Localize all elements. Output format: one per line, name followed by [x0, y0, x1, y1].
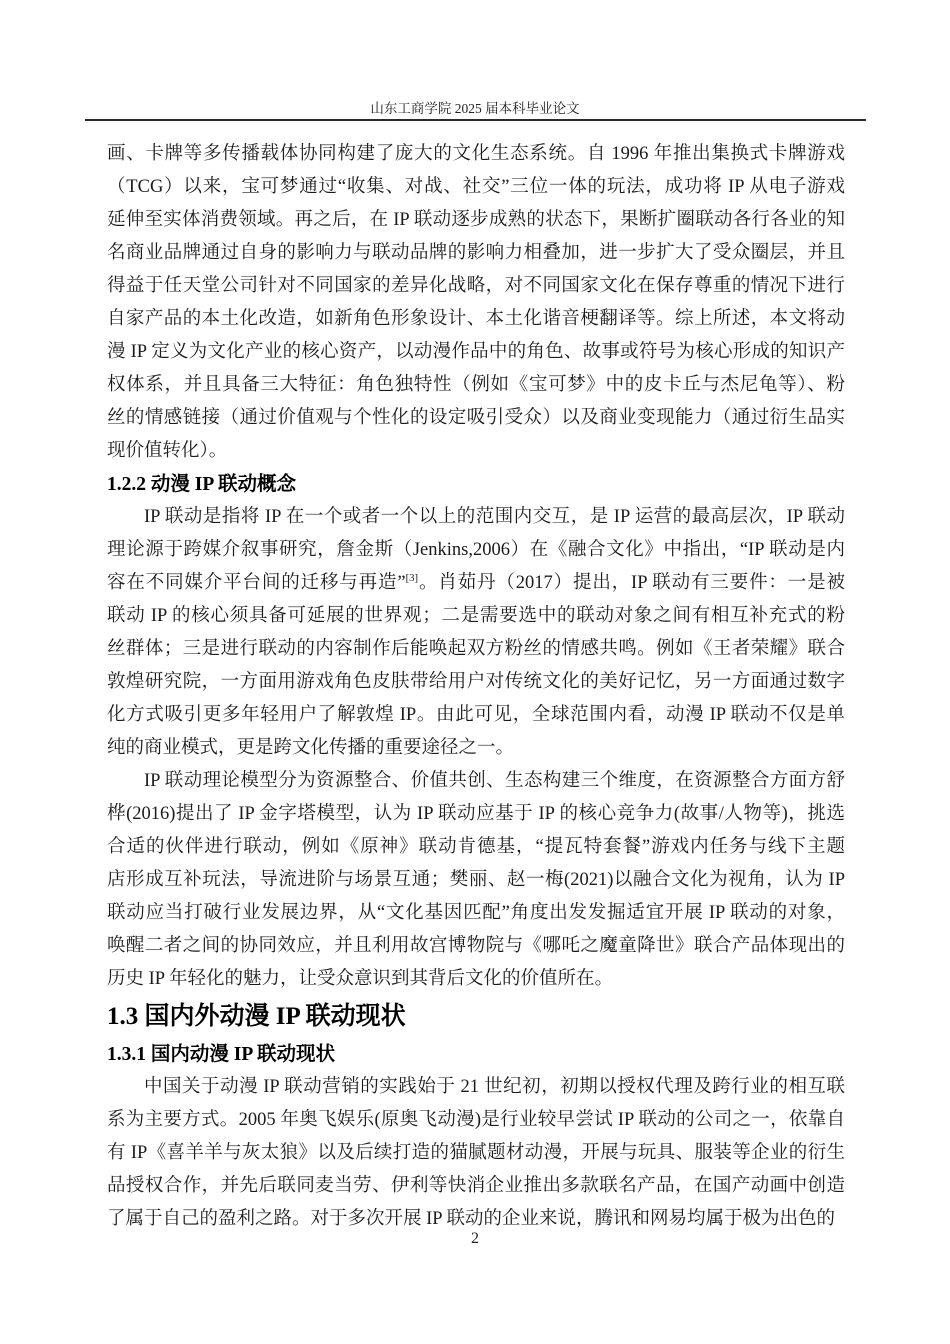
text-line: 有 IP《喜羊羊与灰太狼》以及后续打造的猫腻题材动漫，开展与玩具、服装等企业的衍生	[107, 1143, 845, 1163]
paragraph	[107, 501, 845, 765]
text-line: IP 联动理论模型分为资源整合、价值共创、生态构建三个维度，在资源整合方面方舒	[144, 771, 845, 791]
text-line: 延伸至实体消费领域。再之后，在 IP 联动逐步成熟的状态下，果断扩圈联动各行各业的知	[107, 210, 845, 230]
text-line: 合适的伙伴进行联动，例如《原神》联动肯德基，“提瓦特套餐”游戏内任务与线下主题	[107, 837, 845, 857]
document-body	[107, 138, 845, 1236]
text-line: 中国关于动漫 IP 联动营销的实践始于 21 世纪初，初期以授权代理及跨行业的相互联	[144, 1077, 845, 1097]
text-line: 联动应当打破行业发展边界，从“文化基因匹配”角度出发发掘适宜开展 IP 联动的对象，	[107, 903, 845, 923]
subsection-heading: 1.2.2 动漫 IP 联动概念	[107, 474, 297, 495]
text-line: 纯的商业模式，更是跨文化传播的重要途径之一。	[107, 738, 515, 758]
text-line: 唤醒二者之间的协同效应，并且利用故宫博物院与《哪吒之魔童降世》联合产品体现出的	[107, 936, 845, 956]
text-line: 历史 IP 年轻化的魅力，让受众意识到其背后文化的价值所在。	[107, 969, 614, 989]
header-rule	[85, 119, 866, 121]
text-line: 敦煌研究院，一方面用游戏角色皮肤带给用户对传统文化的美好记忆，另一方面通过数字	[107, 672, 845, 692]
subsection-heading: 1.3.1 国内动漫 IP 联动现状	[107, 1044, 336, 1065]
page-number: 2	[471, 1230, 479, 1247]
paragraph	[107, 1071, 845, 1236]
paragraph	[107, 138, 845, 468]
text-line: 理论源于跨媒介叙事研究，詹金斯（Jenkins,2006）在《融合文化》中指出，“IP 联动是内	[107, 540, 845, 560]
text-line: （TCG）以来，宝可梦通过“收集、对战、社交”三位一体的玩法，成功将 IP 从电子游戏	[107, 177, 845, 197]
text-line: 系为主要方式。2005 年奥飞娱乐(原奥飞动漫)是行业较早尝试 IP 联动的公司之一，依靠自	[107, 1110, 845, 1130]
text-line: 了属于自己的盈利之路。对于多次开展 IP 联动的企业来说，腾讯和网易均属于极为出色的	[107, 1209, 836, 1229]
text-line: 店形成互补玩法，导流进阶与场景互通；樊丽、赵一梅(2021)以融合文化为视角，认为 IP	[107, 870, 845, 890]
text-line: IP 联动是指将 IP 在一个或者一个以上的范围内交互，是 IP 运营的最高层次，IP 联动	[144, 507, 845, 527]
text-line: 漫 IP 定义为文化产业的核心资产，以动漫作品中的角色、故事或符号为核心形成的知识产	[107, 342, 845, 362]
text-line: 得益于任天堂公司针对不同国家的差异化战略，对不同国家文化在保存尊重的情况下进行	[107, 276, 845, 296]
text-line: 桦(2016)提出了 IP 金字塔模型，认为 IP 联动应基于 IP 的核心竞争力(故事/人物等)，挑选	[107, 804, 845, 824]
text-line: 名商业品牌通过自身的影响力与联动品牌的影响力相叠加，进一步扩大了受众圈层，并且	[107, 243, 845, 263]
text-line: 丝群体；三是进行联动的内容制作后能唤起双方粉丝的情感共鸣。例如《王者荣耀》联合	[107, 639, 845, 659]
text-line: 化方式吸引更多年轻用户了解敦煌 IP。由此可见，全球范围内看，动漫 IP 联动不仅是单	[107, 705, 845, 725]
text-line: 自家产品的本土化改造，如新角色形象设计、本土化谐音梗翻译等。综上所述，本文将动	[107, 309, 845, 329]
text-line: 联动 IP 的核心须具备可延展的世界观；二是需要选中的联动对象之间有相互补充式的粉	[107, 606, 845, 626]
text-line: 画、卡牌等多传播载体协同构建了庞大的文化生态系统。自 1996 年推出集换式卡牌游戏	[107, 144, 845, 164]
paragraph	[107, 765, 845, 996]
text-line: 丝的情感链接（通过价值观与个性化的设定吸引受众）以及商业变现能力（通过衍生品实	[107, 408, 845, 428]
text-line: 权体系，并且具备三大特征：角色独特性（例如《宝可梦》中的皮卡丘与杰尼龟等）、粉	[107, 375, 845, 395]
text-line: 品授权合作，并先后联同麦当劳、伊利等快消企业推出多款联名产品，在国产动画中创造	[107, 1176, 845, 1196]
section-heading: 1.3 国内外动漫 IP 联动现状	[107, 1003, 406, 1030]
citation-superscript: [3]	[405, 571, 419, 584]
running-header: 山东工商学院 2025 届本科毕业论文	[370, 101, 580, 116]
text-line: 现价值转化）。	[107, 441, 228, 461]
text-line: 容在不同媒介平台间的迁移与再造”[3]。肖茹丹（2017）提出，IP 联动有三要件：一是被	[107, 571, 845, 593]
